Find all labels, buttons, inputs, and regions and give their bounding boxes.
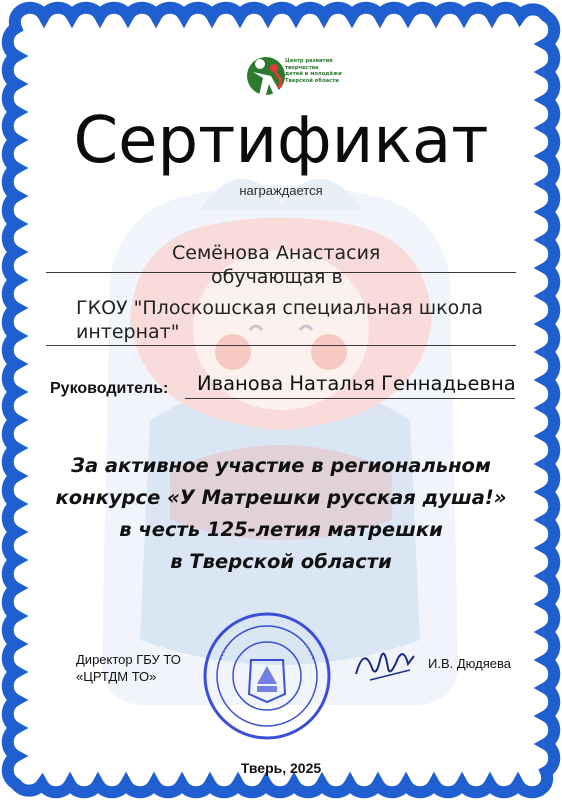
director-title: Директор ГБУ ТО «ЦРТДМ ТО» bbox=[76, 652, 181, 684]
place-year: Тверь, 2025 bbox=[240, 760, 322, 776]
leader-underline bbox=[185, 398, 515, 399]
organization-logo bbox=[245, 54, 345, 110]
recipient-school: ГКОУ "Плоскошская специальная школа интернат" bbox=[76, 297, 484, 343]
divider-line bbox=[46, 345, 516, 346]
awarded-caption: награждается bbox=[239, 183, 323, 198]
children-logo-icon bbox=[245, 54, 287, 110]
award-line: в честь 125-летия матрешки bbox=[119, 518, 443, 541]
award-statement bbox=[40, 450, 522, 578]
certificate-title: Сертификат bbox=[73, 104, 489, 178]
recipient-name: Семёнова Анастасия bbox=[172, 242, 381, 264]
leader-label: Руководитель: bbox=[50, 380, 169, 397]
handwritten-signature-icon bbox=[350, 638, 420, 686]
signer-name: И.В. Дюдяева bbox=[428, 656, 511, 671]
official-seal-icon bbox=[201, 610, 333, 742]
logo-caption: Центр развития творчества детей и молодёжи Тверской области bbox=[285, 58, 342, 84]
award-line: конкурсе «У Матрешки русская душа!» bbox=[55, 486, 507, 509]
recipient-role: обучающая в bbox=[211, 266, 343, 288]
award-line: За активное участие в региональном bbox=[71, 454, 491, 477]
leader-name: Иванова Наталья Геннадьевна bbox=[197, 372, 516, 395]
award-line: в Тверской области bbox=[170, 550, 392, 573]
